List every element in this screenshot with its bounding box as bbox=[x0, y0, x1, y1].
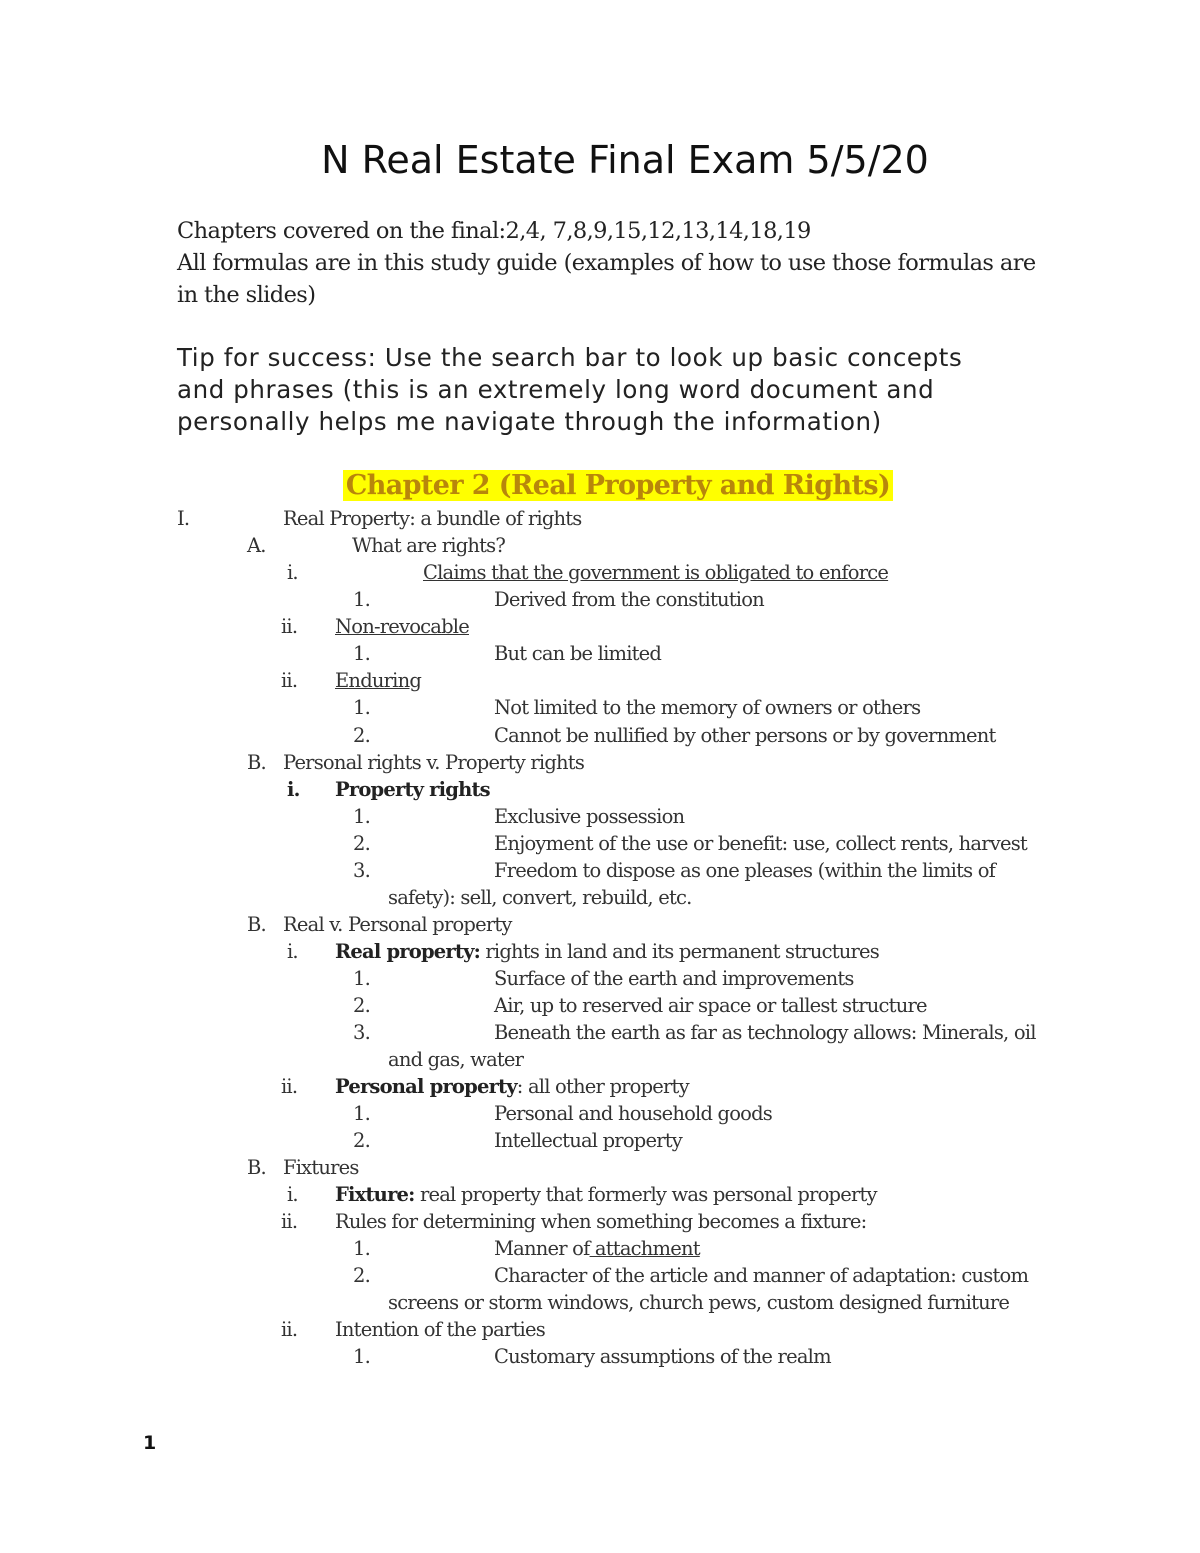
outline-text: Freedom to dispose as one pleases (within the limits of bbox=[494, 859, 996, 882]
outline-marker: i. bbox=[287, 778, 300, 801]
outline-marker: ii. bbox=[281, 615, 298, 638]
outline-text: Real Property: a bundle of rights bbox=[283, 507, 582, 530]
outline-text: What are rights? bbox=[352, 534, 506, 557]
outline-text-continued: and gas, water bbox=[388, 1048, 524, 1071]
outline-text bbox=[335, 1075, 689, 1098]
outline-definition: rights in land and its permanent structures bbox=[480, 940, 879, 963]
outline-marker: ii. bbox=[281, 1318, 298, 1341]
outline-text bbox=[494, 1237, 700, 1260]
outline-text: Fixtures bbox=[283, 1156, 359, 1179]
outline-text-underlined: attachment bbox=[589, 1237, 700, 1260]
outline-text: Non-revocable bbox=[335, 615, 469, 638]
outline-text: Surface of the earth and improvements bbox=[494, 967, 854, 990]
outline-marker: 1. bbox=[353, 1237, 371, 1260]
outline-text: Real v. Personal property bbox=[283, 913, 512, 936]
outline-marker: 2. bbox=[353, 1264, 371, 1287]
outline-definition: : all other property bbox=[516, 1075, 689, 1098]
outline-text: Customary assumptions of the realm bbox=[494, 1345, 831, 1368]
outline-marker: 1. bbox=[353, 588, 371, 611]
formulas-note-line-cont: in the slides) bbox=[177, 282, 316, 308]
outline-text: Air, up to reserved air space or tallest structure bbox=[494, 994, 927, 1017]
outline-marker: B. bbox=[247, 1156, 266, 1179]
outline-marker: 3. bbox=[353, 1021, 371, 1044]
outline-marker: 1. bbox=[353, 805, 371, 828]
outline-text bbox=[335, 940, 879, 963]
outline-marker: 1. bbox=[353, 696, 371, 719]
chapter-heading-text: Chapter 2 (Real Property and Rights) bbox=[343, 470, 893, 501]
outline-marker: 1. bbox=[353, 967, 371, 990]
outline-text: Character of the article and manner of adaptation: custom bbox=[494, 1264, 1029, 1287]
outline-text-continued: safety): sell, convert, rebuild, etc. bbox=[388, 886, 692, 909]
outline-marker: B. bbox=[247, 913, 266, 936]
outline-text: Intellectual property bbox=[494, 1129, 682, 1152]
document-title: N Real Estate Final Exam 5/5/20 bbox=[321, 138, 929, 182]
outline-text-continued: screens or storm windows, church pews, custom designed furniture bbox=[388, 1291, 1010, 1314]
outline-marker: i. bbox=[287, 561, 298, 584]
outline-marker: ii. bbox=[281, 1210, 298, 1233]
outline-marker: A. bbox=[247, 534, 266, 557]
tip-line-1: Tip for success: Use the search bar to look up basic concepts bbox=[177, 343, 963, 372]
outline-marker: ii. bbox=[281, 1075, 298, 1098]
outline-text: Rules for determining when something becomes a fixture: bbox=[335, 1210, 867, 1233]
outline-text: Beneath the earth as far as technology allows: Minerals, oil bbox=[494, 1021, 1036, 1044]
page-number: 1 bbox=[143, 1432, 157, 1454]
outline-text: Exclusive possession bbox=[494, 805, 685, 828]
outline-text: Claims that the government is obligated to enforce bbox=[423, 561, 889, 584]
outline-text: Intention of the parties bbox=[335, 1318, 545, 1341]
outline-marker: 2. bbox=[353, 724, 371, 747]
chapters-covered-line: Chapters covered on the final:2,4, 7,8,9,15,12,13,14,18,19 bbox=[177, 218, 811, 244]
outline-text: Enduring bbox=[335, 669, 422, 692]
outline-text: Derived from the constitution bbox=[494, 588, 764, 611]
formulas-note-line: All formulas are in this study guide (examples of how to use those formulas are bbox=[177, 250, 1036, 276]
tip-line-3: personally helps me navigate through the information) bbox=[177, 407, 882, 436]
outline-marker: 2. bbox=[353, 994, 371, 1017]
outline-marker: i. bbox=[287, 940, 298, 963]
outline-text: But can be limited bbox=[494, 642, 662, 665]
outline-bold-term: Personal property bbox=[335, 1075, 517, 1098]
outline-marker: 1. bbox=[353, 642, 371, 665]
outline-marker: ii. bbox=[281, 669, 298, 692]
outline-bold-term: Real property: bbox=[335, 940, 481, 963]
outline-text: Not limited to the memory of owners or others bbox=[494, 696, 921, 719]
outline-marker: 1. bbox=[353, 1345, 371, 1368]
outline-text: Enjoyment of the use or benefit: use, collect rents, harvest bbox=[494, 832, 1027, 855]
outline-marker: 3. bbox=[353, 859, 371, 882]
outline-text bbox=[335, 1183, 877, 1206]
outline-text: Property rights bbox=[335, 778, 490, 801]
outline-marker: 1. bbox=[353, 1102, 371, 1125]
chapter-heading bbox=[0, 470, 1200, 501]
outline-text: Personal rights v. Property rights bbox=[283, 751, 585, 774]
outline-marker: 2. bbox=[353, 1129, 371, 1152]
outline-text: Cannot be nullified by other persons or by government bbox=[494, 724, 996, 747]
tip-line-2: and phrases (this is an extremely long word document and bbox=[177, 375, 935, 404]
outline-bold-term: Fixture: bbox=[335, 1183, 415, 1206]
outline-marker: i. bbox=[287, 1183, 298, 1206]
outline-text-plain: Manner of bbox=[494, 1237, 590, 1260]
outline-marker: I. bbox=[177, 507, 190, 530]
outline-marker: 2. bbox=[353, 832, 371, 855]
outline-definition: real property that formerly was personal property bbox=[414, 1183, 877, 1206]
outline-marker: B. bbox=[247, 751, 266, 774]
outline-text: Personal and household goods bbox=[494, 1102, 773, 1125]
